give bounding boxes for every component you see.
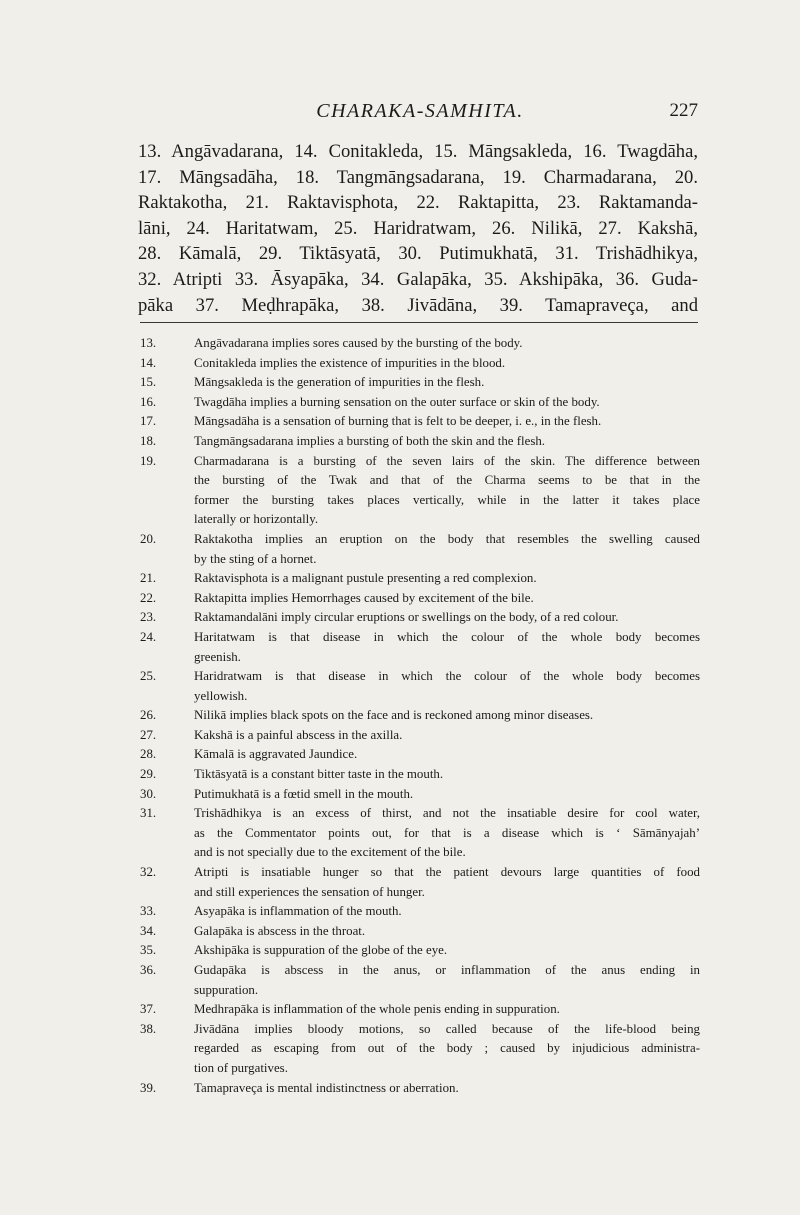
footnote-text-line: Gudapāka is abscess in the anus, or inflammation of the anus ending in bbox=[194, 963, 700, 977]
footnote-text-line: Raktakotha implies an eruption on the body that resembles the swelling caused bbox=[194, 531, 700, 546]
footnote-text bbox=[194, 785, 700, 805]
footnote-text-line: Tangmāngsadarana implies a bursting of both the skin and the flesh. bbox=[194, 433, 545, 448]
footnote-number: 32. bbox=[140, 865, 157, 880]
footnote-text bbox=[194, 941, 700, 961]
footnote-number: 39. bbox=[140, 1080, 157, 1095]
footnote-number: 35. bbox=[140, 943, 157, 958]
footnote-text bbox=[194, 452, 700, 530]
footnote-number: 20. bbox=[140, 531, 157, 546]
footnote-text-line: and is not specially due to the excitement of the bile. bbox=[194, 845, 466, 860]
footnote-text-line: Raktavisphota is a malignant pustule presenting a red complexion. bbox=[194, 571, 537, 586]
footnote-text-line: Kakshā is a painful abscess in the axilla. bbox=[194, 727, 403, 742]
footnote-item bbox=[140, 452, 700, 530]
footnote-text bbox=[194, 726, 700, 746]
footnote-number: 37. bbox=[140, 1002, 157, 1017]
footnote-number: 17. bbox=[140, 414, 157, 429]
footnote-item bbox=[140, 785, 700, 805]
footnote-text bbox=[194, 334, 700, 354]
footnote-number: 21. bbox=[140, 571, 157, 586]
footnote-item bbox=[140, 706, 700, 726]
footnote-text-line: Trishādhikya is an excess of thirst, and not the insatiable desire for cool water, bbox=[194, 806, 700, 821]
footnote-number: 19. bbox=[140, 453, 157, 468]
footnote-text-line: Atripti is insatiable hunger so that the patient devours large quantities of food bbox=[194, 865, 700, 880]
footnote-text-line: Akshipāka is suppuration of the globe of the eye. bbox=[194, 943, 448, 958]
footnote-number: 18. bbox=[140, 433, 157, 448]
footnote-text bbox=[194, 530, 700, 569]
footnote-text bbox=[194, 1020, 700, 1079]
footnote-text bbox=[194, 393, 700, 413]
footnote-number: 23. bbox=[140, 610, 157, 625]
footnote-text-line: Conitakleda implies the existence of impurities in the blood. bbox=[194, 355, 506, 370]
footnote-text-line: Tamapraveça is mental indistinctness or aberration. bbox=[194, 1080, 459, 1095]
footnote-text bbox=[194, 961, 700, 1000]
footnote-text bbox=[194, 706, 700, 726]
footnote-text-line: Kāmalā is aggravated Jaundice. bbox=[194, 747, 358, 762]
footnote-text bbox=[194, 354, 700, 374]
footnote-item bbox=[140, 354, 700, 374]
footnote-text-line: Twagdāha implies a burning sensation on the outer surface or skin of the body. bbox=[194, 394, 600, 409]
footnote-text bbox=[194, 804, 700, 863]
main-text-line: 13. Angāvadarana, 14. Conitakleda, 15. Māngsakleda, 16. Twagdāha, bbox=[138, 141, 698, 162]
footnote-item bbox=[140, 961, 700, 1000]
footnote-text bbox=[194, 765, 700, 785]
footnote-item bbox=[140, 804, 700, 863]
footnote-text-line: former the bursting takes places vertically, while in the latter it takes place bbox=[194, 492, 700, 507]
footnote-item bbox=[140, 412, 700, 432]
footnote-item bbox=[140, 1020, 700, 1079]
footnote-item bbox=[140, 608, 700, 628]
footnote-text bbox=[194, 589, 700, 609]
footnote-text-line: laterally or horizontally. bbox=[194, 512, 319, 527]
footnote-item bbox=[140, 902, 700, 922]
footnote-text-line: Asyapāka is inflammation of the mouth. bbox=[194, 904, 402, 919]
footnote-text-line: Tiktāsyatā is a constant bitter taste in the mouth. bbox=[194, 767, 444, 782]
footnote-item bbox=[140, 373, 700, 393]
footnote-item bbox=[140, 530, 700, 569]
footnote-number: 25. bbox=[140, 669, 157, 684]
footnote-text bbox=[194, 863, 700, 902]
footnote-text bbox=[194, 1079, 700, 1099]
footnote-text bbox=[194, 1000, 700, 1020]
footnote-text bbox=[194, 628, 700, 667]
main-text-line: Raktakotha, 21. Raktavisphota, 22. Raktapitta, 23. Raktamanda- bbox=[138, 192, 698, 214]
main-text-line: pāka 37. Meḍhrapāka, 38. Jivādāna, 39. Tamapraveça, and bbox=[138, 294, 698, 316]
footnote-number: 22. bbox=[140, 590, 157, 605]
main-text-line: lāni, 24. Haritatwam, 25. Haridratwam, 26. Nilikā, 27. Kakshā, bbox=[138, 217, 698, 239]
footnote-text-line: by the sting of a hornet. bbox=[194, 551, 317, 566]
footnote-item bbox=[140, 589, 700, 609]
footnote-item bbox=[140, 765, 700, 785]
footnote-number: 36. bbox=[140, 963, 157, 977]
footnote-text bbox=[194, 667, 700, 706]
footnote-text-line: tion of purgatives. bbox=[194, 1060, 288, 1075]
main-text-line: 28. Kāmalā, 29. Tiktāsyatā, 30. Putimukhatā, 31. Trishādhikya, bbox=[138, 243, 698, 265]
footnote-number: 34. bbox=[140, 923, 157, 938]
footnote-text-line: Raktamandalāni imply circular eruptions or swellings on the body, of a red colour. bbox=[194, 610, 619, 625]
footnote-text-line: Haritatwam is that disease in which the colour of the whole body becomes bbox=[194, 629, 700, 644]
footnote-text bbox=[194, 569, 700, 589]
footnote-number: 30. bbox=[140, 786, 157, 801]
footnote-text-line: Haridratwam is that disease in which the colour of the whole body becomes bbox=[194, 669, 700, 684]
footnote-item bbox=[140, 1000, 700, 1020]
footnote-text-line: Charmadarana is a bursting of the seven lairs of the skin. The difference between bbox=[194, 453, 700, 468]
footnote-text-line: Medhrapāka is inflammation of the whole penis ending in suppuration. bbox=[194, 1002, 560, 1017]
footnote-text bbox=[194, 412, 700, 432]
footnote-number: 27. bbox=[140, 727, 157, 742]
footnote-text bbox=[194, 902, 700, 922]
footnote-item bbox=[140, 726, 700, 746]
main-text-line: 32. Atripti 33. Āsyapāka, 34. Galapāka, 35. Akshipāka, 36. Guda- bbox=[138, 268, 698, 290]
footnote-text-line: Angāvadarana implies sores caused by the bursting of the body. bbox=[194, 336, 523, 350]
main-text-paragraph bbox=[138, 139, 698, 318]
footnote-item bbox=[140, 432, 700, 452]
footnote-text bbox=[194, 432, 700, 452]
footnote-text-line: Putimukhatā is a fœtid smell in the mouth. bbox=[194, 786, 414, 801]
footnote-number: 24. bbox=[140, 629, 157, 644]
footnote-number: 26. bbox=[140, 708, 157, 723]
footnote-text-line: as the Commentator points out, for that is a disease which is ‘ Sāmānyajah’ bbox=[194, 825, 700, 840]
footnote-item bbox=[140, 941, 700, 961]
footnote-number: 29. bbox=[140, 767, 157, 782]
footnote-number: 13. bbox=[140, 336, 157, 350]
running-head-title: CHARAKA-SAMHITA. bbox=[316, 100, 524, 122]
footnote-number: 28. bbox=[140, 747, 157, 762]
footnote-text-line: yellowish. bbox=[194, 688, 248, 703]
footnote-text bbox=[194, 608, 700, 628]
footnote-number: 38. bbox=[140, 1021, 157, 1036]
footnote-text-line: Māngsakleda is the generation of impurities in the flesh. bbox=[194, 375, 485, 390]
footnote-number: 16. bbox=[140, 394, 157, 409]
footnote-item bbox=[140, 745, 700, 765]
footnote-number: 14. bbox=[140, 355, 157, 370]
footnote-text bbox=[194, 922, 700, 942]
footnote-item bbox=[140, 1079, 700, 1099]
footnote-text-line: Galapāka is abscess in the throat. bbox=[194, 923, 366, 938]
footnote-text-line: the bursting of the Twak and that of the Charma seems to be that in the bbox=[194, 473, 700, 488]
footnote-item bbox=[140, 569, 700, 589]
footnote-text bbox=[194, 745, 700, 765]
footnote-text-line: greenish. bbox=[194, 649, 241, 664]
footnote-item bbox=[140, 334, 700, 354]
footnote-text-line: Nilikā implies black spots on the face and is reckoned among minor diseases. bbox=[194, 708, 594, 723]
footnote-number: 15. bbox=[140, 375, 157, 390]
footnote-item bbox=[140, 922, 700, 942]
footnote-item bbox=[140, 628, 700, 667]
footnote-text-line: regarded as escaping from out of the body ; caused by injudicious administra- bbox=[194, 1041, 700, 1056]
footnote-item bbox=[140, 863, 700, 902]
main-text-line: 17. Māngsadāha, 18. Tangmāngsadarana, 19. Charmadarana, 20. bbox=[138, 166, 698, 188]
footnote-item bbox=[140, 667, 700, 706]
running-head bbox=[140, 100, 700, 130]
footnote-number: 31. bbox=[140, 806, 157, 821]
footnote-text-line: and still experiences the sensation of hunger. bbox=[194, 884, 425, 899]
footnote-text-line: Raktapitta implies Hemorrhages caused by excitement of the bile. bbox=[194, 590, 534, 605]
footnote-text bbox=[194, 373, 700, 393]
page-number: 227 bbox=[669, 100, 698, 121]
footnote-divider bbox=[140, 322, 698, 323]
footnote-text-line: Jivādāna implies bloody motions, so called because of the life-blood being bbox=[194, 1021, 700, 1036]
footnote-item bbox=[140, 393, 700, 413]
footnote-number: 33. bbox=[140, 904, 157, 919]
footnote-text-line: suppuration. bbox=[194, 982, 259, 997]
footnote-text-line: Māngsadāha is a sensation of burning that is felt to be deeper, i. e., in the flesh. bbox=[194, 414, 602, 429]
footnotes-list bbox=[140, 334, 700, 1098]
